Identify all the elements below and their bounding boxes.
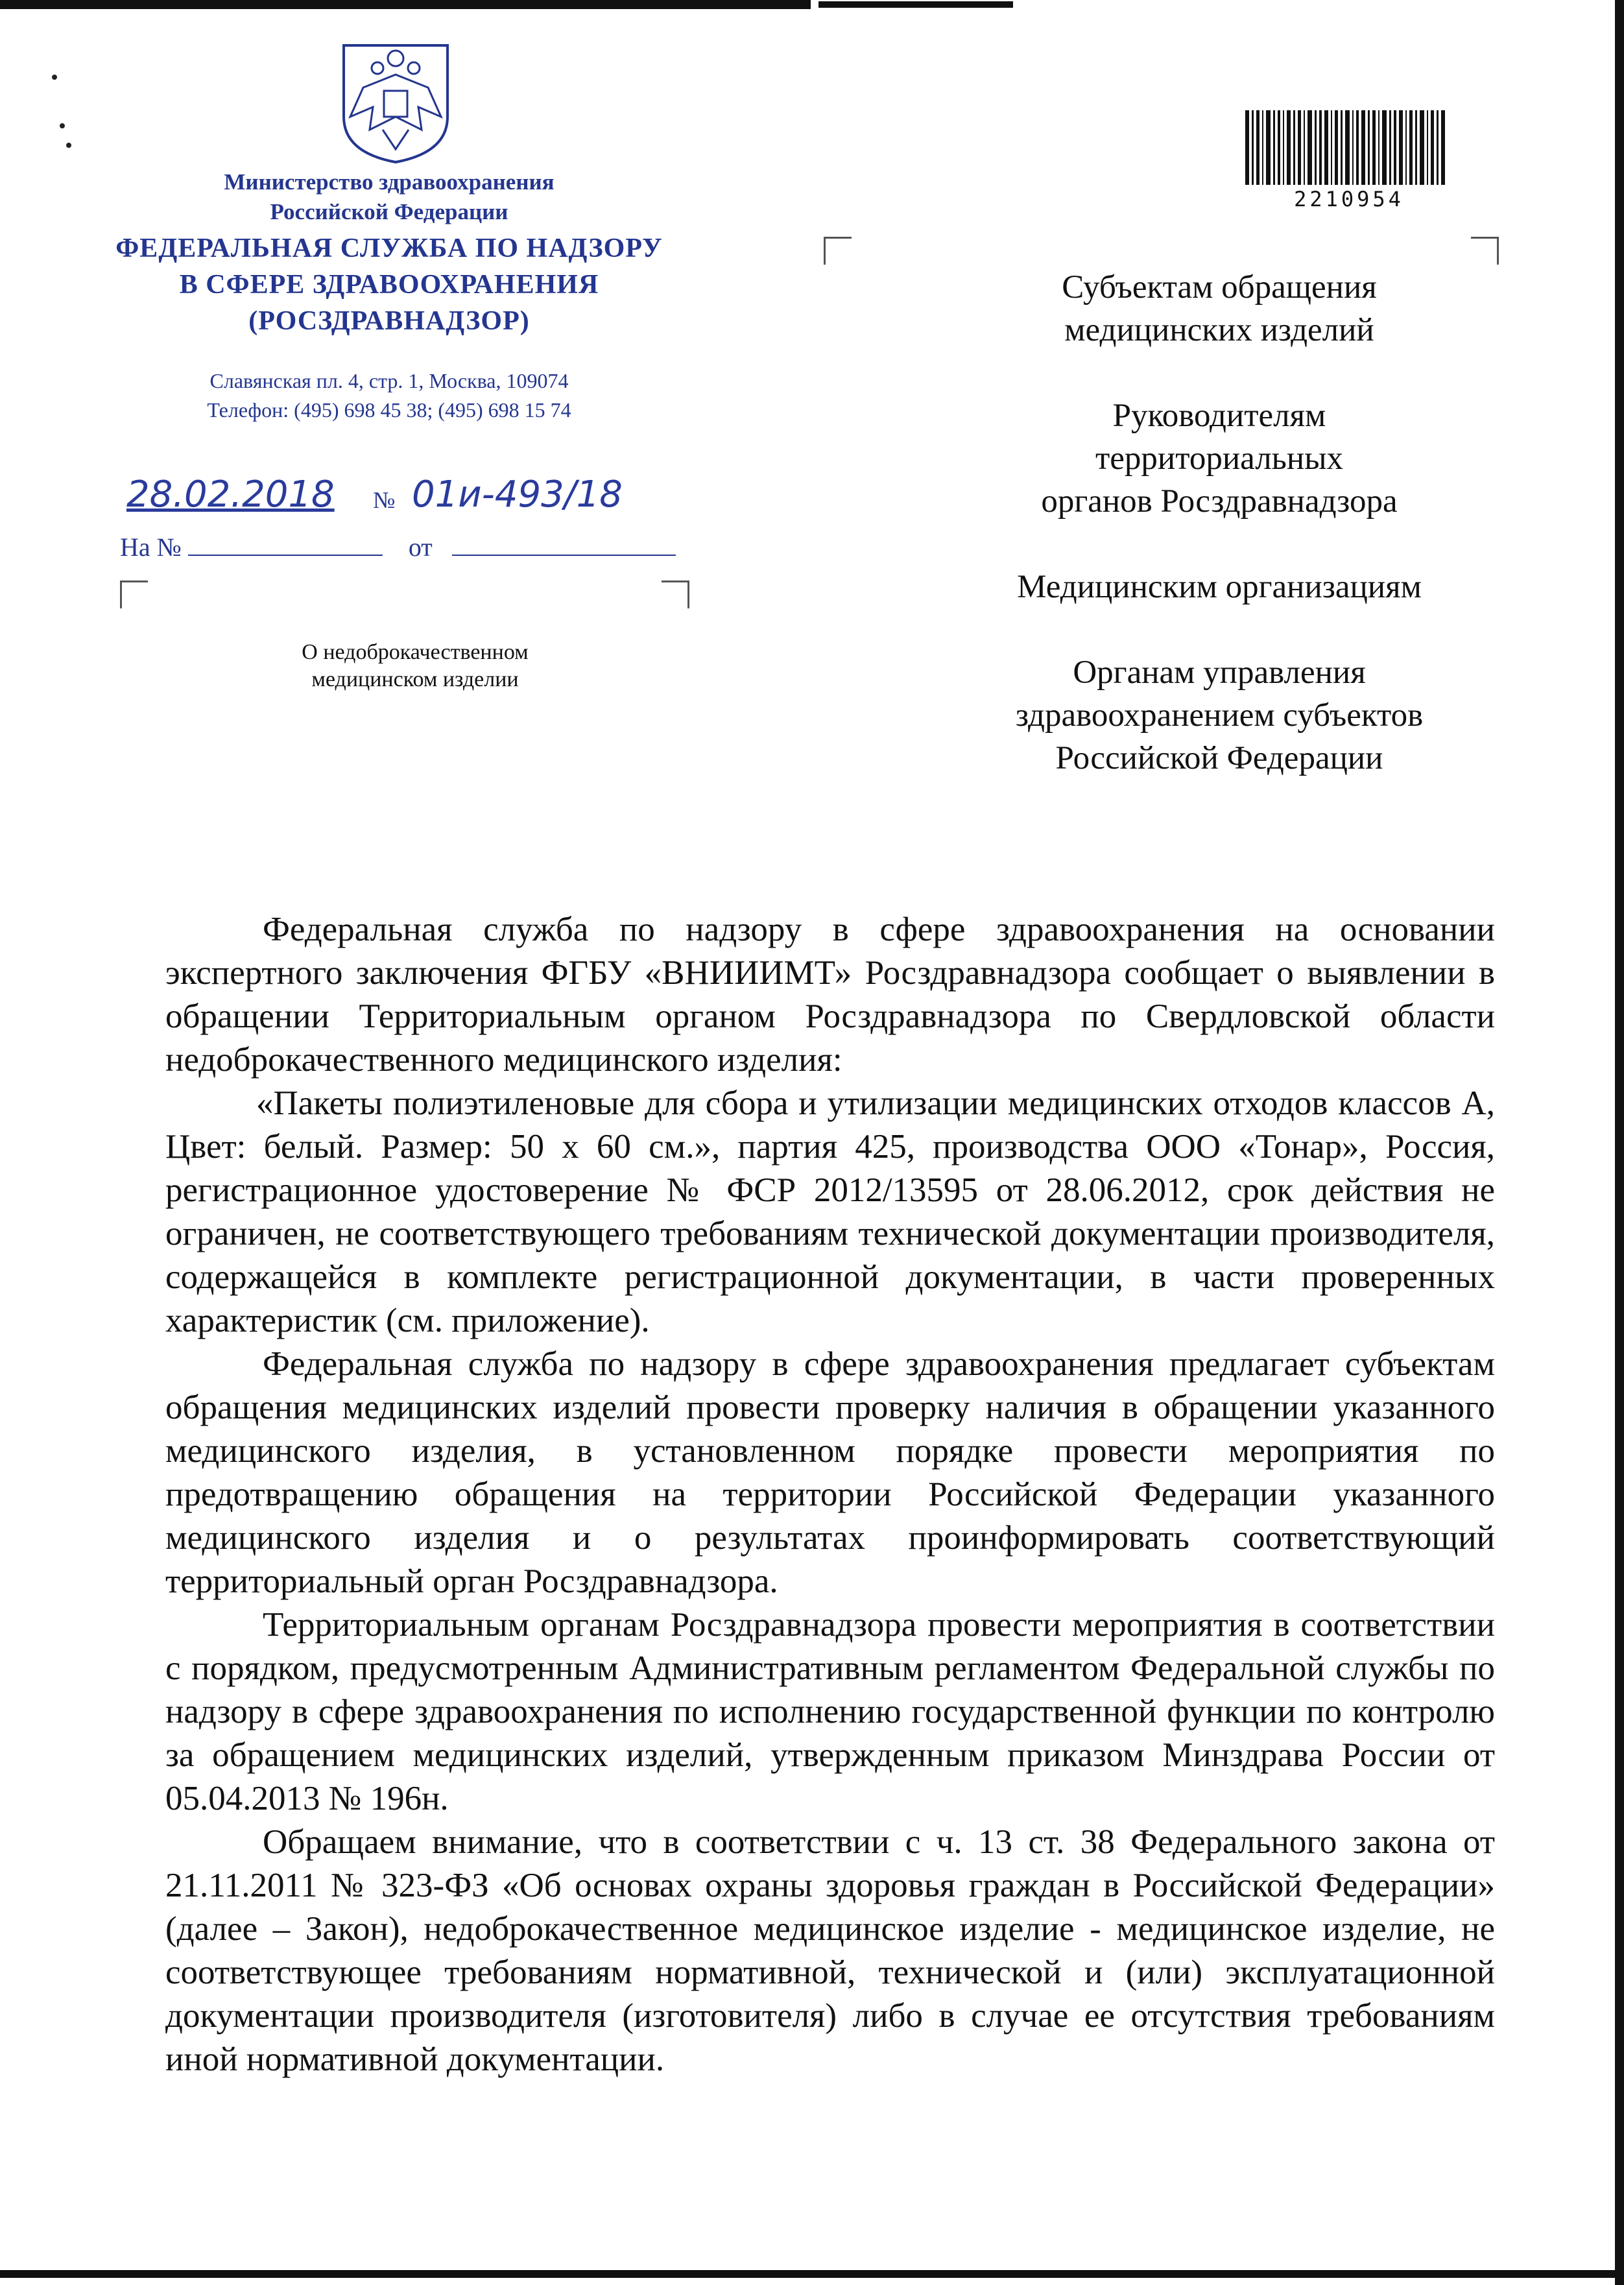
body-paragraph: Федеральная служба по надзору в сфере здравоохранения предлагает субъектам обращения медицинских изделий провести проверку наличия в обращении указанного медицинского изделия, в установленном порядке провести мероприятия по предотвращению обращения на территории Российской Федерации указанного медицинского изделия и о результатах проинформировать соответствующий территориальный орган Росздравнадзора. — [165, 1345, 1495, 1600]
address-field-corner — [662, 580, 689, 608]
letter-body — [165, 908, 1495, 2081]
body-paragraph: «Пакеты полиэтиленовые для сбора и утилизации медицинских отходов классов А, Цвет: белый. Размер: 50 х 60 см.», партия 425, производства ООО «Тонар», Россия, регистрационное удостоверение № ФСР 2012/13595 от 28.06.2012, срок действия не ограничен, не соответствующего требованиям технической документации производителя, содержащейся в комплекте регистрационной документации, в части проверенных характеристик (см. приложение). — [165, 1084, 1495, 1339]
registration-line — [126, 461, 736, 532]
registration-date: 28.02.2018 — [126, 473, 335, 516]
letter-subject — [246, 639, 584, 693]
recipient-line: Руководителям — [1112, 398, 1326, 434]
from-label: от — [408, 532, 433, 562]
ministry-name — [65, 167, 713, 227]
address-field-corner — [120, 580, 148, 608]
reply-label: На № — [120, 532, 182, 562]
recipient-line: медицинских изделий — [1064, 312, 1374, 348]
service-line-3: (РОСЗДРАВНАДЗОР) — [248, 306, 530, 336]
barcode-number: 2210954 — [1294, 187, 1404, 211]
subject-line-2: медицинском изделии — [311, 667, 519, 691]
body-paragraph: Обращаем внимание, что в соответствии с ч. 13 ст. 38 Федерального закона от 21.11.2011 № 323-ФЗ «Об основах охраны здоровья граждан в Российской Федерации» (далее – Закон), недоброкачественное медицинское изделие - медицинское изделие, не соответствующее требованиям нормативной, технической и (или) эксплуатационной документации производителя (изготовителя) либо в случае ее отсутствия требованиям иной нормативной документации. — [165, 1823, 1495, 2078]
number-sign: № — [373, 487, 396, 513]
body-paragraph: Федеральная служба по надзору в сфере здравоохранения на основании экспертного заключения ФГБУ «ВНИИИМТ» Росздравнадзора сообщает о выявлении в обращении Территориальным органом Росздравнадзора по Свердловской области недоброкачественного медицинского изделия: — [165, 911, 1495, 1079]
recipient-line: здравоохранением субъектов — [1015, 697, 1424, 734]
scan-speck — [66, 143, 71, 148]
address-line: Славянская пл. 4, стр. 1, Москва, 109074 — [209, 369, 569, 392]
recipient-line: Субъектам обращения — [1062, 269, 1377, 305]
sender-address — [65, 366, 713, 425]
phone-line: Телефон: (495) 698 45 38; (495) 698 15 74 — [207, 398, 571, 422]
recipient-line: территориальных — [1095, 440, 1343, 477]
ministry-line-1: Министерство здравоохранения — [224, 169, 555, 195]
recipient-line: органов Росздравнадзора — [1041, 483, 1398, 520]
reply-date-blank — [452, 532, 676, 556]
recipients-block — [934, 266, 1505, 822]
address-field-corner — [824, 237, 852, 265]
scan-speck — [60, 123, 65, 128]
recipient-group — [934, 394, 1505, 523]
address-field-corner — [1471, 237, 1499, 265]
body-paragraph: Территориальным органам Росздравнадзора провести мероприятия в соответствии с порядком, предусмотренным Административным регламентом Федеральной службы по надзору в сфере здравоохранения по исполнению государственной функции по контролю за обращением медицинских изделий, утвержденным приказом Минздрава России от 05.04.2013 № 196н. — [165, 1606, 1495, 1817]
recipient-group — [934, 651, 1505, 780]
scan-speck — [52, 75, 57, 80]
recipient-group — [934, 566, 1505, 608]
recipient-line: Медицинским организациям — [1017, 569, 1422, 605]
registration-number: 01и-493/18 — [412, 473, 623, 516]
scan-edge-right — [1615, 0, 1624, 2285]
service-line-1: ФЕДЕРАЛЬНАЯ СЛУЖБА ПО НАДЗОРУ — [115, 233, 663, 263]
reply-reference — [120, 532, 691, 562]
barcode — [1245, 110, 1446, 185]
scan-edge-top-right — [818, 1, 1013, 8]
subject-line-1: О недоброкачественном — [302, 640, 529, 664]
reply-number-blank — [188, 532, 383, 556]
recipient-line: Органам управления — [1073, 654, 1366, 691]
ministry-line-2: Российской Федерации — [270, 199, 508, 224]
coat-of-arms-emblem — [337, 39, 454, 165]
scan-edge-bottom — [0, 2270, 1624, 2278]
scan-edge-top — [0, 0, 811, 9]
service-line-2: В СФЕРЕ ЗДРАВООХРАНЕНИЯ — [179, 270, 599, 300]
recipient-line: Российской Федерации — [1055, 740, 1383, 776]
service-name — [65, 230, 713, 339]
recipient-group — [934, 266, 1505, 352]
